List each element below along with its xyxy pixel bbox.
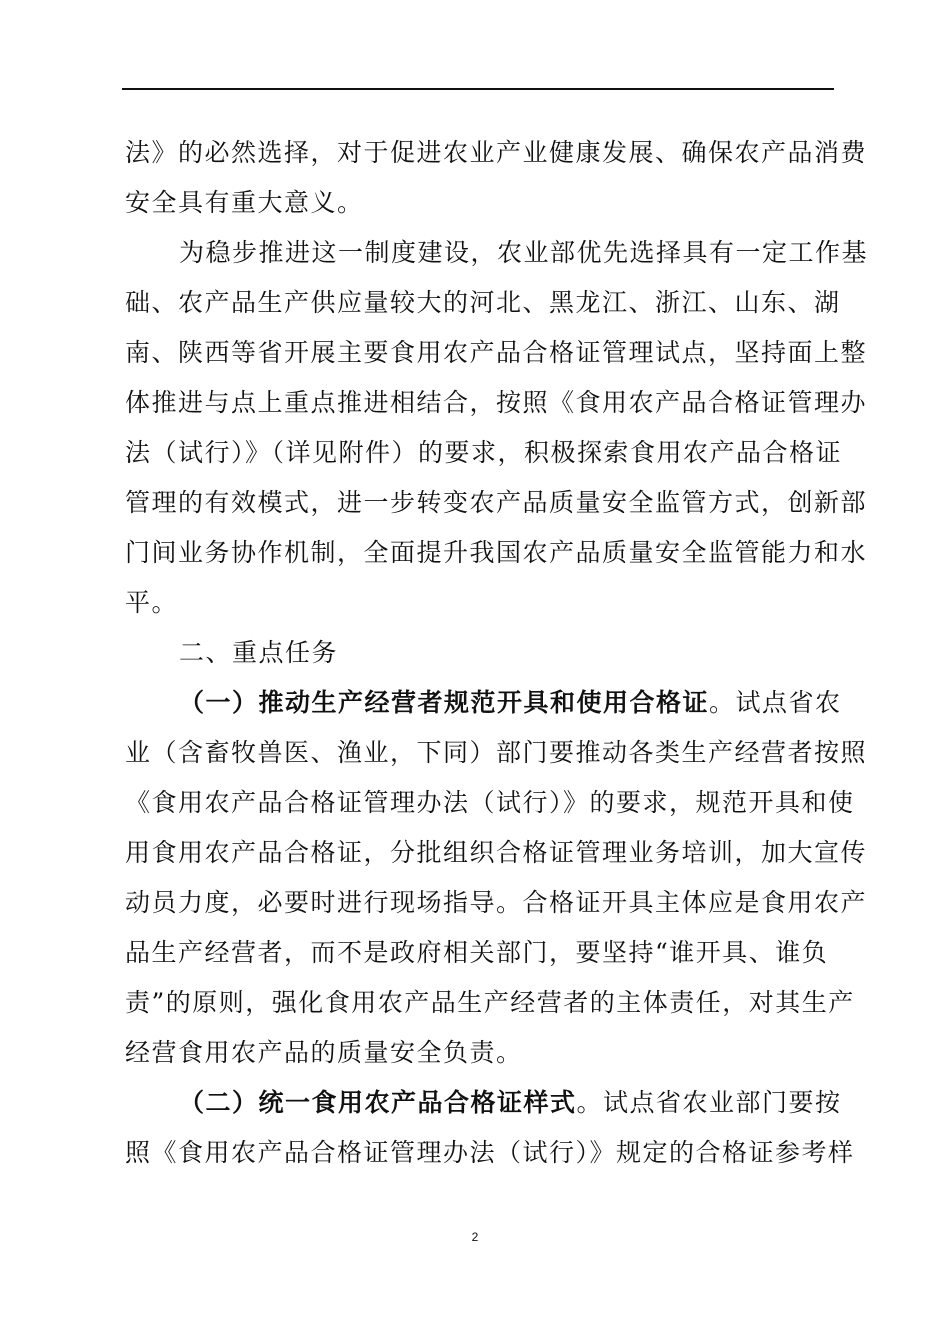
document-body [125, 128, 869, 1178]
page-number: 2 [471, 1230, 479, 1244]
body-line: 动员力度，必要时进行现场指导。合格证开具主体应是食用农产 [125, 888, 868, 917]
body-line: 础、农产品生产供应量较大的河北、黑龙江、浙江、山东、湖 [125, 288, 841, 317]
header-rule [122, 88, 834, 90]
subsection-lead-line [125, 678, 842, 728]
body-line: 照《食用农产品合格证管理办法（试行）》规定的合格证参考样 [125, 1138, 855, 1167]
body-line: 法（试行）》（详见附件）的要求，积极探索食用农产品合格证 [125, 438, 843, 467]
body-line: 门间业务协作机制，全面提升我国农产品质量安全监管能力和水 [125, 538, 868, 567]
body-line: 为稳步推进这一制度建设，农业部优先选择具有一定工作基 [179, 238, 869, 267]
section-heading: 二、重点任务 [179, 638, 339, 667]
subsection-title: （二）统一食用农产品合格证样式 [179, 1088, 577, 1117]
subsection-lead-text: 。试点省农 [709, 688, 842, 717]
body-line: 安全具有重大意义。 [125, 188, 364, 217]
subsection-title: （一）推动生产经营者规范开具和使用合格证 [179, 688, 710, 717]
body-line: 品生产经营者，而不是政府相关部门，要坚持“谁开具、谁负 [125, 938, 829, 967]
body-line: 用食用农产品合格证，分批组织合格证管理业务培训，加大宣传 [125, 838, 868, 867]
body-line: 南、陕西等省开展主要食用农产品合格证管理试点，坚持面上整 [125, 338, 868, 367]
body-line: 业（含畜牧兽医、渔业，下同）部门要推动各类生产经营者按照 [125, 738, 868, 767]
subsection-lead-line [125, 1078, 842, 1128]
body-line: 平。 [125, 588, 179, 617]
body-line: 责”的原则，强化食用农产品生产经营者的主体责任，对其生产 [125, 988, 855, 1017]
body-line: 体推进与点上重点推进相结合，按照《食用农产品合格证管理办 [125, 388, 868, 417]
body-line: 《食用农产品合格证管理办法（试行）》的要求，规范开具和使 [125, 788, 855, 817]
body-line: 法》的必然选择，对于促进农业产业健康发展、确保农产品消费 [125, 138, 868, 167]
body-line: 管理的有效模式，进一步转变农产品质量安全监管方式，创新部 [125, 488, 868, 517]
body-line: 经营食用农产品的质量安全负责。 [125, 1038, 523, 1067]
subsection-lead-text: 。试点省农业部门要按 [576, 1088, 842, 1117]
